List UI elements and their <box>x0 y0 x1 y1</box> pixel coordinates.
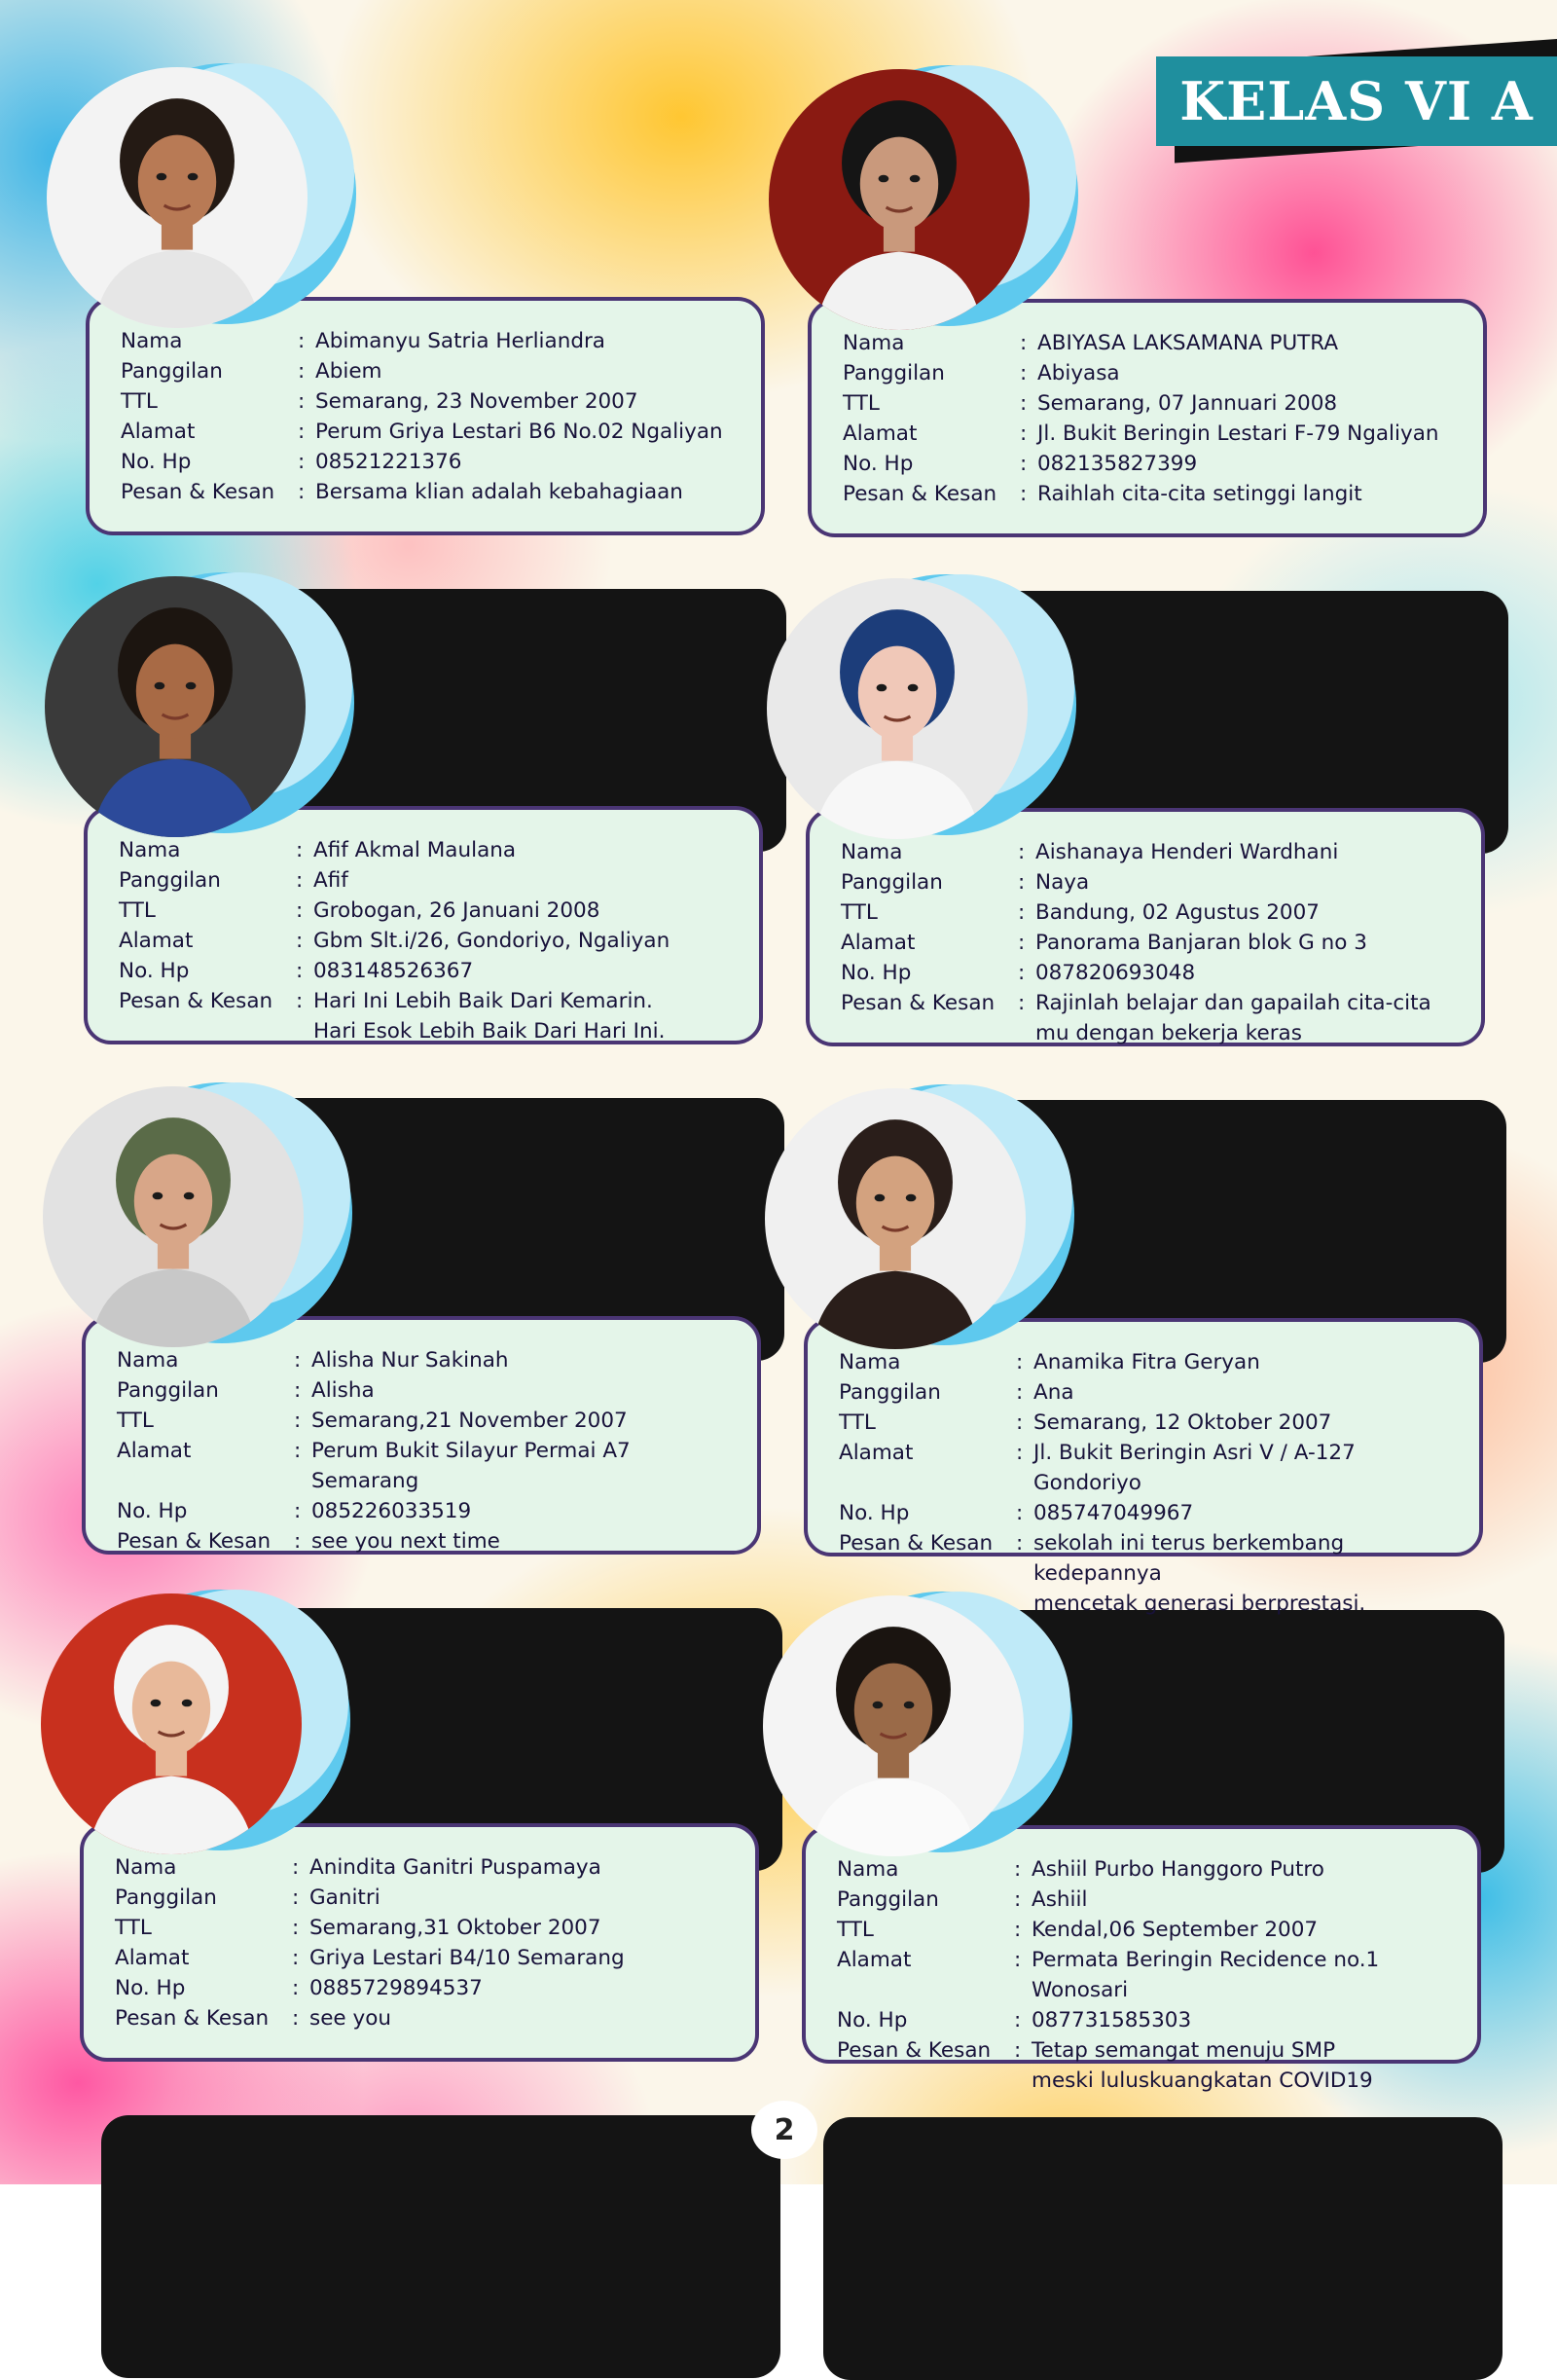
field-value: Afif <box>313 868 348 893</box>
field-separator: : <box>1014 1918 1022 1942</box>
photo-frame <box>45 572 337 845</box>
field-row <box>839 1377 1464 1408</box>
photo-frame <box>47 63 339 336</box>
photo-face <box>132 1662 210 1755</box>
photo-frame <box>765 1084 1057 1357</box>
field-separator: : <box>1020 452 1028 476</box>
field-label: Panggilan <box>121 359 223 384</box>
field-row <box>841 958 1466 988</box>
field-label: Pesan & Kesan <box>837 2038 992 2063</box>
field-value: Hari Ini Lebih Baik Dari Kemarin. Hari Esok Lebih Baik Dari Hari Ini. <box>313 989 666 1044</box>
student-photo <box>765 1088 1026 1349</box>
field-value: Ana <box>1033 1380 1074 1405</box>
field-row <box>121 417 745 447</box>
field-value: ABIYASA LAKSAMANA PUTRA <box>1037 331 1339 355</box>
field-value: 08521221376 <box>315 450 462 474</box>
field-label: No. Hp <box>839 1501 910 1525</box>
card-shadow <box>823 2117 1503 2380</box>
field-separator: : <box>1020 421 1028 446</box>
field-separator: : <box>1014 1948 1022 1972</box>
field-separator: : <box>1018 991 1026 1015</box>
field-separator: : <box>296 989 304 1013</box>
page-number-badge <box>751 2101 817 2159</box>
field-label: Pesan & Kesan <box>119 989 273 1013</box>
field-label: Alamat <box>119 929 194 953</box>
field-separator: : <box>294 1439 302 1463</box>
student-photo <box>43 1086 304 1347</box>
field-separator: : <box>1018 900 1026 925</box>
field-separator: : <box>1020 482 1028 506</box>
field-row <box>841 928 1466 958</box>
field-row <box>117 1526 742 1556</box>
field-row <box>115 1943 740 1973</box>
field-row <box>843 388 1467 419</box>
field-label: Panggilan <box>837 1887 939 1912</box>
field-value: Abimanyu Satria Herliandra <box>315 329 605 353</box>
field-label: Alamat <box>841 931 916 955</box>
field-label: No. Hp <box>117 1499 188 1523</box>
photo-face <box>858 646 936 740</box>
field-separator: : <box>1014 2008 1022 2032</box>
field-separator: : <box>294 1409 302 1433</box>
field-row <box>119 986 743 1046</box>
field-value: Semarang,21 November 2007 <box>311 1409 628 1433</box>
photo-eye-right <box>184 1192 195 1200</box>
field-label: Nama <box>119 838 181 862</box>
field-value: Permata Beringin Recidence no.1 Wonosari <box>1032 1948 1380 2002</box>
student-fields <box>843 328 1467 509</box>
field-row <box>843 419 1467 449</box>
field-row <box>115 2003 740 2033</box>
field-separator: : <box>294 1529 302 1554</box>
field-value: 0885729894537 <box>309 1976 483 2000</box>
photo-face <box>134 1154 212 1248</box>
field-label: TTL <box>841 900 878 925</box>
field-separator: : <box>1016 1501 1024 1525</box>
field-separator: : <box>1016 1380 1024 1405</box>
field-value: Perum Bukit Silayur Permai A7 Semarang <box>311 1439 631 1493</box>
field-separator: : <box>296 929 304 953</box>
field-row <box>117 1406 742 1436</box>
field-value: Jl. Bukit Beringin Lestari F-79 Ngaliyan <box>1037 421 1439 446</box>
field-row <box>841 897 1466 928</box>
page-number: 2 <box>774 2112 795 2147</box>
field-separator: : <box>296 868 304 893</box>
field-value: Semarang, 07 Jannuari 2008 <box>1037 391 1338 416</box>
field-value: Rajinlah belajar dan gapailah cita-cita mu dengan bekerja keras <box>1035 991 1431 1045</box>
field-row <box>115 1883 740 1913</box>
field-row <box>117 1496 742 1526</box>
field-separator: : <box>294 1378 302 1403</box>
student-fields <box>839 1347 1464 1619</box>
photo-face <box>136 644 214 738</box>
field-separator: : <box>1018 961 1026 985</box>
field-label: Alamat <box>115 1946 190 1970</box>
field-separator: : <box>298 450 306 474</box>
field-row <box>843 449 1467 479</box>
field-label: Pesan & Kesan <box>843 482 997 506</box>
field-value: see you next time <box>311 1529 500 1554</box>
field-separator: : <box>1020 331 1028 355</box>
field-separator: : <box>292 1855 300 1880</box>
field-label: Panggilan <box>839 1380 941 1405</box>
field-value: Jl. Bukit Beringin Asri V / A-127 Gondoriyo <box>1033 1441 1356 1495</box>
field-row <box>841 867 1466 897</box>
field-value: Naya <box>1035 870 1090 895</box>
field-value: sekolah ini terus berkembang kedepannya mencetak generasi berprestasi. <box>1033 1531 1366 1616</box>
field-label: Pesan & Kesan <box>839 1531 994 1556</box>
field-separator: : <box>292 2006 300 2031</box>
field-label: TTL <box>117 1409 154 1433</box>
photo-face <box>138 135 216 229</box>
field-row <box>843 479 1467 509</box>
photo-face <box>854 1664 932 1757</box>
photo-eye-left <box>879 175 889 183</box>
photo-eye-right <box>904 1702 915 1709</box>
photo-eye-right <box>906 1194 917 1202</box>
field-label: TTL <box>839 1410 876 1435</box>
card-shadow <box>101 2115 780 2378</box>
field-label: Alamat <box>117 1439 192 1463</box>
field-separator: : <box>292 1916 300 1940</box>
field-value: 085226033519 <box>311 1499 472 1523</box>
field-value: 087820693048 <box>1035 961 1196 985</box>
photo-frame <box>763 1592 1055 1864</box>
field-value: Abiyasa <box>1037 361 1120 385</box>
portrait-illustration <box>763 1595 1024 1856</box>
photo-eye-right <box>910 175 921 183</box>
field-label: No. Hp <box>121 450 192 474</box>
field-row <box>839 1438 1464 1498</box>
field-label: No. Hp <box>837 2008 908 2032</box>
field-row <box>837 1885 1462 1915</box>
field-label: Nama <box>115 1855 177 1880</box>
field-row <box>121 447 745 477</box>
field-separator: : <box>292 1976 300 2000</box>
field-label: Panggilan <box>119 868 221 893</box>
field-separator: : <box>298 329 306 353</box>
field-value: Perum Griya Lestari B6 No.02 Ngaliyan <box>315 420 723 444</box>
field-label: Panggilan <box>117 1378 219 1403</box>
field-label: TTL <box>843 391 880 416</box>
field-value: Gbm Slt.i/26, Gondoriyo, Ngaliyan <box>313 929 670 953</box>
field-row <box>837 2035 1462 2096</box>
field-value: Aishanaya Henderi Wardhani <box>1035 840 1339 864</box>
field-label: TTL <box>121 389 158 414</box>
field-row <box>837 1945 1462 2005</box>
field-label: Nama <box>117 1348 179 1373</box>
field-row <box>841 988 1466 1048</box>
field-separator: : <box>292 1946 300 1970</box>
field-value: Tetap semangat menuju SMP meski luluskuangkatan COVID19 <box>1032 2038 1373 2093</box>
field-value: Griya Lestari B4/10 Semarang <box>309 1946 625 1970</box>
photo-eye-left <box>877 684 887 692</box>
photo-eye-left <box>153 1192 163 1200</box>
field-value: 082135827399 <box>1037 452 1198 476</box>
field-row <box>121 386 745 417</box>
field-label: No. Hp <box>115 1976 186 2000</box>
field-separator: : <box>1020 391 1028 416</box>
photo-eye-left <box>151 1700 162 1707</box>
field-separator: : <box>298 420 306 444</box>
field-row <box>115 1913 740 1943</box>
field-value: 087731585303 <box>1032 2008 1192 2032</box>
field-row <box>119 896 743 926</box>
field-row <box>117 1436 742 1496</box>
field-row <box>839 1408 1464 1438</box>
field-label: Alamat <box>839 1441 914 1465</box>
class-title-banner <box>1156 56 1557 146</box>
field-row <box>121 356 745 386</box>
field-separator: : <box>1016 1350 1024 1374</box>
photo-eye-left <box>875 1194 886 1202</box>
photo-eye-right <box>186 682 197 690</box>
field-separator: : <box>298 359 306 384</box>
field-label: TTL <box>837 1918 874 1942</box>
photo-frame <box>769 65 1061 338</box>
field-label: TTL <box>119 898 156 923</box>
field-value: Afif Akmal Maulana <box>313 838 517 862</box>
field-separator: : <box>296 898 304 923</box>
field-label: Pesan & Kesan <box>121 480 275 504</box>
field-label: Nama <box>837 1857 899 1882</box>
field-separator: : <box>1020 361 1028 385</box>
field-label: No. Hp <box>843 452 914 476</box>
field-label: Panggilan <box>115 1886 217 1910</box>
field-row <box>119 956 743 986</box>
field-separator: : <box>1014 1887 1022 1912</box>
field-value: 083148526367 <box>313 959 474 983</box>
field-separator: : <box>1016 1410 1024 1435</box>
field-separator: : <box>1016 1531 1024 1556</box>
student-photo <box>767 578 1028 839</box>
field-row <box>117 1375 742 1406</box>
student-entry <box>802 1825 1503 2331</box>
field-label: No. Hp <box>841 961 912 985</box>
field-label: Nama <box>839 1350 901 1374</box>
field-value: Ashiil <box>1032 1887 1088 1912</box>
field-value: Kendal,06 September 2007 <box>1032 1918 1319 1942</box>
field-value: Panorama Banjaran blok G no 3 <box>1035 931 1367 955</box>
field-row <box>837 1915 1462 1945</box>
field-value: Anamika Fitra Geryan <box>1033 1350 1260 1374</box>
photo-frame <box>43 1082 335 1355</box>
field-value: Raihlah cita-cita setinggi langit <box>1037 482 1362 506</box>
field-value: Bandung, 02 Agustus 2007 <box>1035 900 1320 925</box>
photo-frame <box>41 1590 333 1862</box>
field-separator: : <box>298 389 306 414</box>
field-separator: : <box>1018 931 1026 955</box>
field-separator: : <box>298 480 306 504</box>
field-separator: : <box>294 1499 302 1523</box>
photo-eye-left <box>873 1702 884 1709</box>
field-value: 085747049967 <box>1033 1501 1194 1525</box>
photo-eye-right <box>188 173 199 181</box>
photo-face <box>856 1156 934 1250</box>
field-row <box>843 358 1467 388</box>
field-value: Ganitri <box>309 1886 380 1910</box>
field-separator: : <box>1018 840 1026 864</box>
portrait-illustration <box>765 1088 1026 1349</box>
student-photo <box>769 69 1030 330</box>
student-entry <box>80 1823 780 2329</box>
field-separator: : <box>292 1886 300 1910</box>
field-value: Grobogan, 26 Januani 2008 <box>313 898 600 923</box>
field-row <box>119 865 743 896</box>
field-value: Alisha <box>311 1378 375 1403</box>
field-row <box>839 1498 1464 1528</box>
field-label: Panggilan <box>841 870 943 895</box>
student-photo <box>45 576 306 837</box>
field-label: TTL <box>115 1916 152 1940</box>
field-row <box>115 1973 740 2003</box>
photo-face <box>860 137 938 231</box>
student-photo <box>763 1595 1024 1856</box>
field-label: Nama <box>843 331 905 355</box>
field-separator: : <box>296 959 304 983</box>
field-separator: : <box>1016 1441 1024 1465</box>
field-row <box>837 2005 1462 2035</box>
class-title: KELAS VI A <box>1179 70 1534 132</box>
portrait-illustration <box>767 578 1028 839</box>
field-label: Nama <box>841 840 903 864</box>
field-value: Ashiil Purbo Hanggoro Putro <box>1032 1857 1324 1882</box>
field-row <box>119 926 743 956</box>
portrait-illustration <box>45 576 306 837</box>
student-fields <box>837 1854 1462 2096</box>
field-label: Alamat <box>121 420 196 444</box>
portrait-illustration <box>769 69 1030 330</box>
field-value: Semarang, 12 Oktober 2007 <box>1033 1410 1332 1435</box>
student-fields <box>115 1852 740 2033</box>
student-photo <box>41 1593 302 1854</box>
portrait-illustration <box>43 1086 304 1347</box>
photo-eye-right <box>908 684 919 692</box>
field-label: Pesan & Kesan <box>841 991 996 1015</box>
student-fields <box>117 1345 742 1556</box>
portrait-illustration <box>47 67 308 328</box>
field-value: Semarang, 23 November 2007 <box>315 389 638 414</box>
field-separator: : <box>1014 1857 1022 1882</box>
student-fields <box>119 835 743 1046</box>
photo-eye-right <box>182 1700 193 1707</box>
photo-eye-left <box>157 173 167 181</box>
field-value: see you <box>309 2006 391 2031</box>
student-fields <box>841 837 1466 1048</box>
student-fields <box>121 326 745 507</box>
field-label: Alamat <box>837 1948 912 1972</box>
field-separator: : <box>1014 2038 1022 2063</box>
field-value: Semarang,31 Oktober 2007 <box>309 1916 601 1940</box>
photo-frame <box>767 574 1059 847</box>
portrait-illustration <box>41 1593 302 1854</box>
field-separator: : <box>1018 870 1026 895</box>
field-separator: : <box>296 838 304 862</box>
field-value: Anindita Ganitri Puspamaya <box>309 1855 601 1880</box>
field-label: Nama <box>121 329 183 353</box>
field-label: Pesan & Kesan <box>117 1529 272 1554</box>
field-label: Panggilan <box>843 361 945 385</box>
field-label: No. Hp <box>119 959 190 983</box>
field-value: Abiem <box>315 359 382 384</box>
field-label: Alamat <box>843 421 918 446</box>
field-separator: : <box>294 1348 302 1373</box>
field-row <box>121 477 745 507</box>
photo-eye-left <box>155 682 165 690</box>
field-value: Alisha Nur Sakinah <box>311 1348 509 1373</box>
field-label: Pesan & Kesan <box>115 2006 270 2031</box>
student-photo <box>47 67 308 328</box>
field-value: Bersama klian adalah kebahagiaan <box>315 480 683 504</box>
